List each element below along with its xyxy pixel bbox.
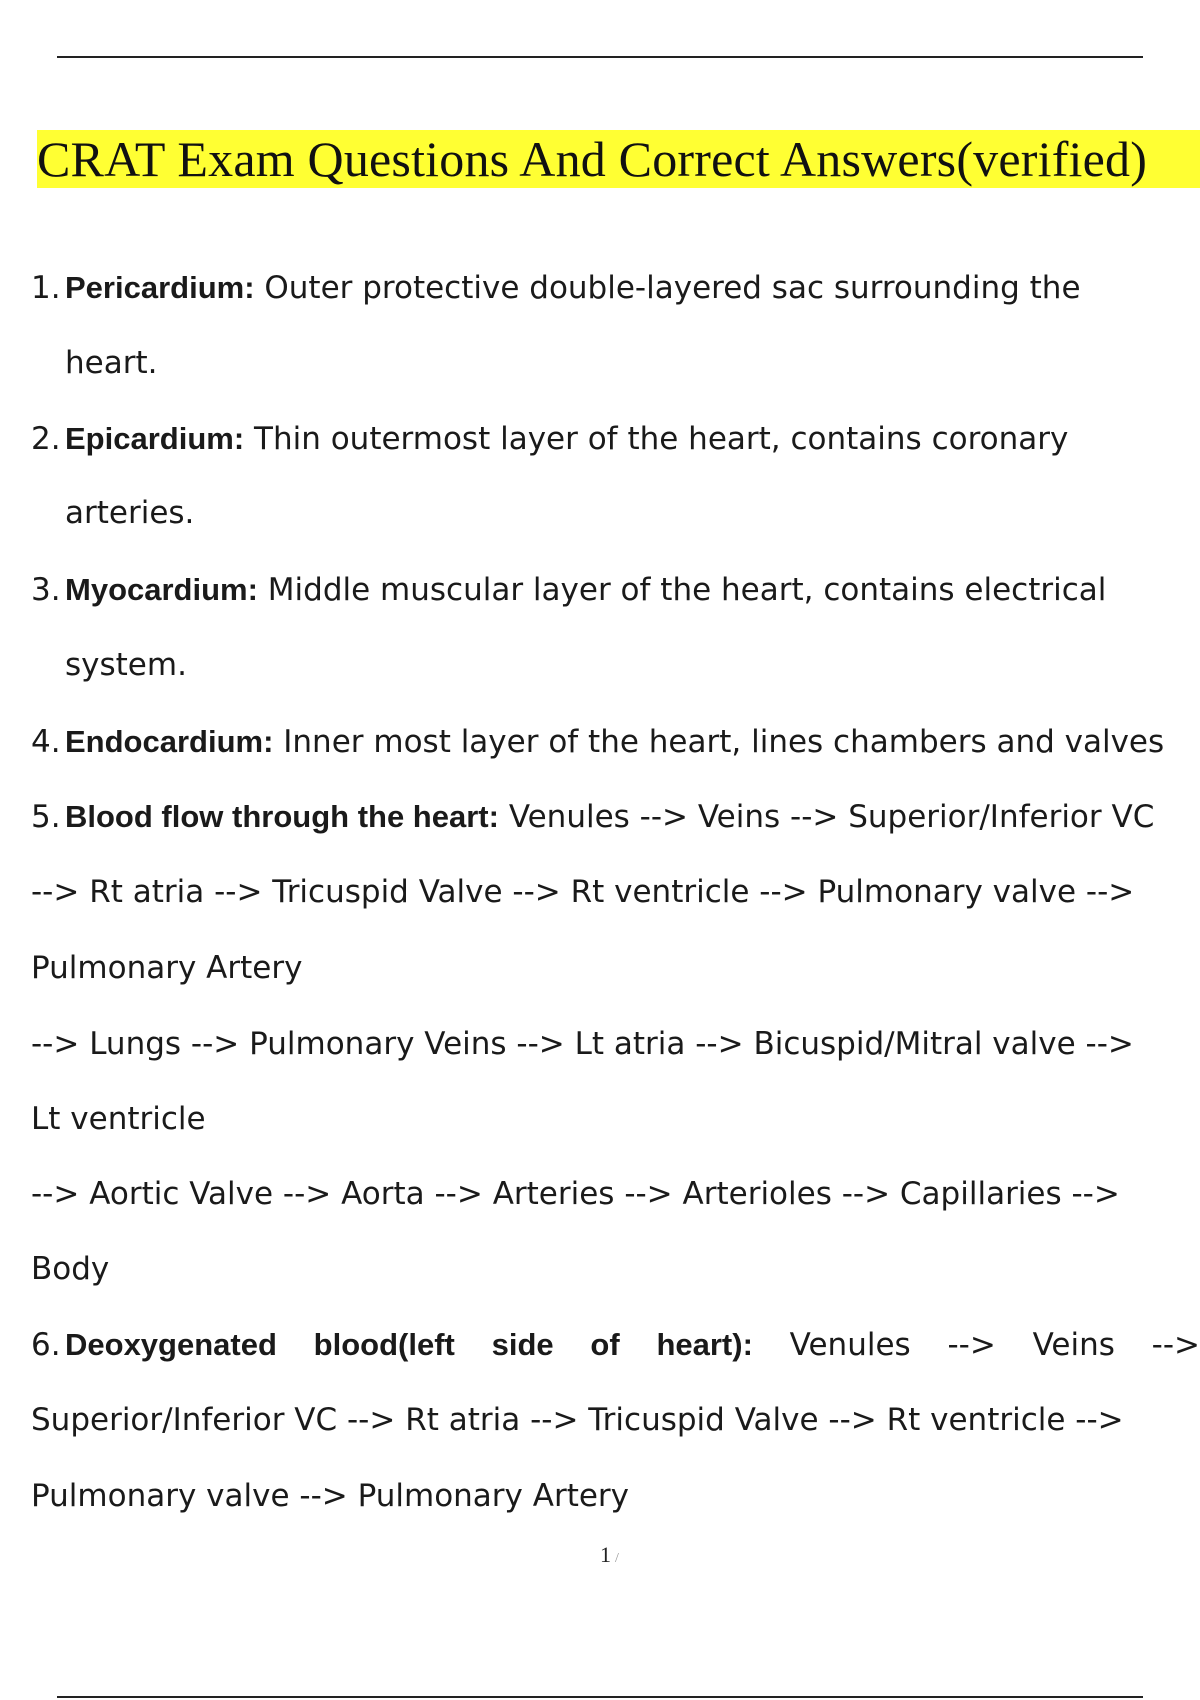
list-item-5: [31, 797, 1154, 837]
item-term-word: heart):: [656, 1327, 753, 1362]
item-text-word: Veins: [1032, 1327, 1115, 1363]
item-term: Epicardium:: [65, 421, 245, 456]
item-text: Inner most layer of the heart, lines chambers and valves: [283, 724, 1165, 760]
item-number: 5.: [31, 799, 61, 835]
list-item-4: [31, 722, 1164, 762]
item-text: Venules --> Veins --> Superior/Inferior VC: [508, 799, 1155, 835]
item-text: Pulmonary valve --> Pulmonary Artery: [31, 1478, 630, 1514]
page-number: [600, 1542, 619, 1568]
item-number: 3.: [31, 572, 61, 608]
item-text: --> Lungs --> Pulmonary Veins --> Lt atria --> Bicuspid/Mitral valve -->: [31, 1026, 1134, 1062]
item-text-word: Venules: [789, 1327, 911, 1363]
item-term-word: of: [590, 1327, 620, 1362]
list-item-3-continuation: [65, 645, 187, 685]
list-item-6-line-2: [31, 1400, 1124, 1440]
item-term: Pericardium:: [65, 270, 255, 305]
item-term: Endocardium:: [65, 724, 274, 759]
list-item-5-line-3: [31, 948, 302, 988]
item-text: Superior/Inferior VC --> Rt atria --> Tricuspid Valve --> Rt ventricle -->: [31, 1402, 1124, 1438]
item-text: --> Rt atria --> Tricuspid Valve --> Rt ventricle --> Pulmonary valve -->: [31, 874, 1135, 910]
list-item-5-line-4: [31, 1024, 1134, 1064]
item-number-and-term-start: [31, 1325, 277, 1365]
item-text: heart.: [65, 345, 158, 381]
page-separator: /: [615, 1551, 619, 1566]
item-term: Blood flow through the heart:: [65, 799, 499, 834]
item-number: 1.: [31, 270, 61, 306]
item-number: 2.: [31, 421, 61, 457]
item-text: Pulmonary Artery: [31, 950, 303, 986]
list-item-5-line-2: [31, 872, 1134, 912]
list-item-2: [31, 419, 1068, 459]
list-item-5-line-5: [31, 1099, 206, 1139]
item-text: Middle muscular layer of the heart, contains electrical: [267, 572, 1107, 608]
item-term-word: side: [491, 1327, 554, 1362]
list-item-1: [31, 268, 1081, 308]
list-item-5-line-7: [31, 1249, 109, 1289]
item-number: 4.: [31, 724, 61, 760]
item-text: Lt ventricle: [31, 1101, 206, 1137]
bottom-rule: [57, 1696, 1143, 1698]
list-item-5-line-6: [31, 1174, 1120, 1214]
list-item-6-line-3: [31, 1476, 629, 1516]
item-number: 6.: [31, 1327, 61, 1363]
item-term: Myocardium:: [65, 572, 258, 607]
item-text: --> Aortic Valve --> Aorta --> Arteries --> Arterioles --> Capillaries -->: [31, 1176, 1120, 1212]
item-term-word: blood(left: [313, 1327, 455, 1362]
item-text: Outer protective double-layered sac surrounding the: [264, 270, 1081, 306]
item-text-word: -->: [1151, 1327, 1200, 1363]
list-item-2-continuation: [65, 493, 194, 533]
item-text: arteries.: [65, 495, 195, 531]
page-number-value: 1: [600, 1542, 611, 1567]
list-item-1-continuation: [65, 343, 157, 383]
item-text: Thin outermost layer of the heart, contains coronary: [254, 421, 1069, 457]
item-text: Body: [31, 1251, 110, 1287]
item-text: system.: [65, 647, 187, 683]
list-item-3: [31, 570, 1106, 610]
item-text-word: -->: [947, 1327, 996, 1363]
document-title: CRAT Exam Questions And Correct Answers(verified): [37, 131, 1148, 187]
list-item-6: [31, 1325, 1200, 1365]
item-term-word: Deoxygenated: [65, 1327, 277, 1362]
